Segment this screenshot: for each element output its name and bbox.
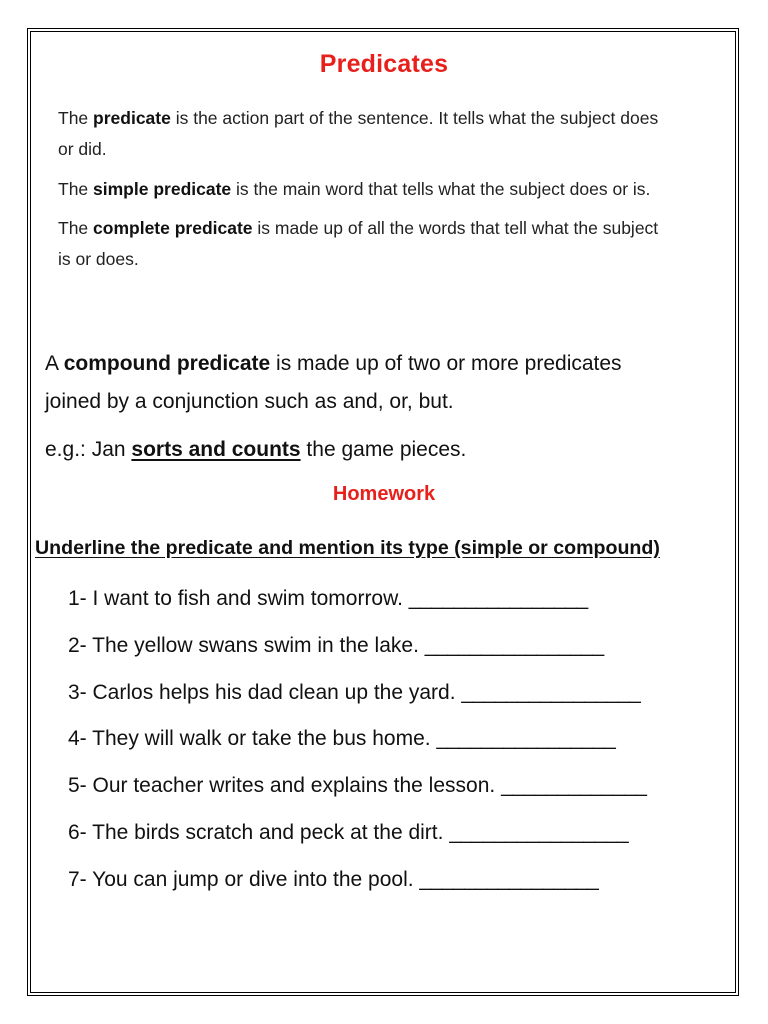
definition-text-continued: is or does.	[58, 249, 139, 269]
answer-blank[interactable]: ________________	[408, 587, 588, 610]
definition-predicate	[58, 103, 698, 165]
answer-blank[interactable]: ________________	[419, 867, 599, 891]
example-prefix: e.g.: Jan	[45, 438, 132, 461]
example-sentence	[45, 433, 466, 467]
page-title: Predicates	[319, 50, 449, 78]
question-text: 2- The yellow swans swim in the lake.	[68, 633, 425, 657]
question-text: 1- I want to fish and swim tomorrow.	[68, 587, 409, 610]
question-text: 4- They will walk or take the bus home.	[68, 727, 437, 751]
question-text: 3- Carlos helps his dad clean up the yard.	[68, 680, 462, 704]
question-text: 5- Our teacher writes and explains the lesson.	[68, 774, 502, 798]
definition-complete-predicate	[58, 213, 698, 275]
question-item	[68, 816, 646, 863]
question-item	[68, 722, 646, 769]
term-compound-predicate: compound predicate	[63, 352, 271, 375]
answer-blank[interactable]: ________________	[424, 633, 604, 657]
term-complete-predicate: complete predicate	[93, 218, 253, 238]
answer-blank[interactable]: ________________	[461, 680, 641, 704]
homework-instruction: Underline the predicate and mention its type (simple or compound)	[35, 537, 660, 559]
definition-compound-predicate	[45, 345, 725, 421]
question-list	[68, 582, 646, 910]
term-simple-predicate: simple predicate	[93, 179, 232, 199]
definition-text: is made up of all the words that tell what the subject	[252, 218, 659, 238]
question-text: 6- The birds scratch and peck at the dirt.	[68, 820, 450, 844]
question-item	[68, 629, 646, 676]
definition-prefix: The	[58, 179, 94, 199]
homework-heading: Homework	[332, 483, 436, 505]
compound-text: is made up of two or more predicates	[270, 352, 622, 375]
definition-text-continued: or did.	[58, 139, 107, 159]
question-item	[68, 676, 646, 723]
definition-simple-predicate	[58, 174, 698, 205]
answer-blank[interactable]: ________________	[449, 820, 629, 844]
compound-text-continued: joined by a conjunction such as and, or, but.	[45, 390, 454, 413]
answer-blank[interactable]: _____________	[501, 774, 647, 798]
definition-text: is the main word that tells what the subject does or is.	[231, 179, 651, 199]
example-predicate-highlight: sorts and counts	[131, 438, 301, 461]
answer-blank[interactable]: ________________	[436, 727, 616, 751]
definition-text: is the action part of the sentence. It tells what the subject does	[170, 108, 659, 128]
question-text: 7- You can jump or dive into the pool.	[68, 867, 420, 891]
definition-prefix: The	[58, 218, 94, 238]
example-suffix: the game pieces.	[300, 438, 467, 461]
question-item	[68, 769, 646, 816]
compound-prefix: A	[45, 352, 64, 375]
definition-prefix: The	[58, 108, 94, 128]
term-predicate: predicate	[93, 108, 171, 128]
question-item	[68, 863, 646, 910]
question-item	[68, 582, 646, 629]
